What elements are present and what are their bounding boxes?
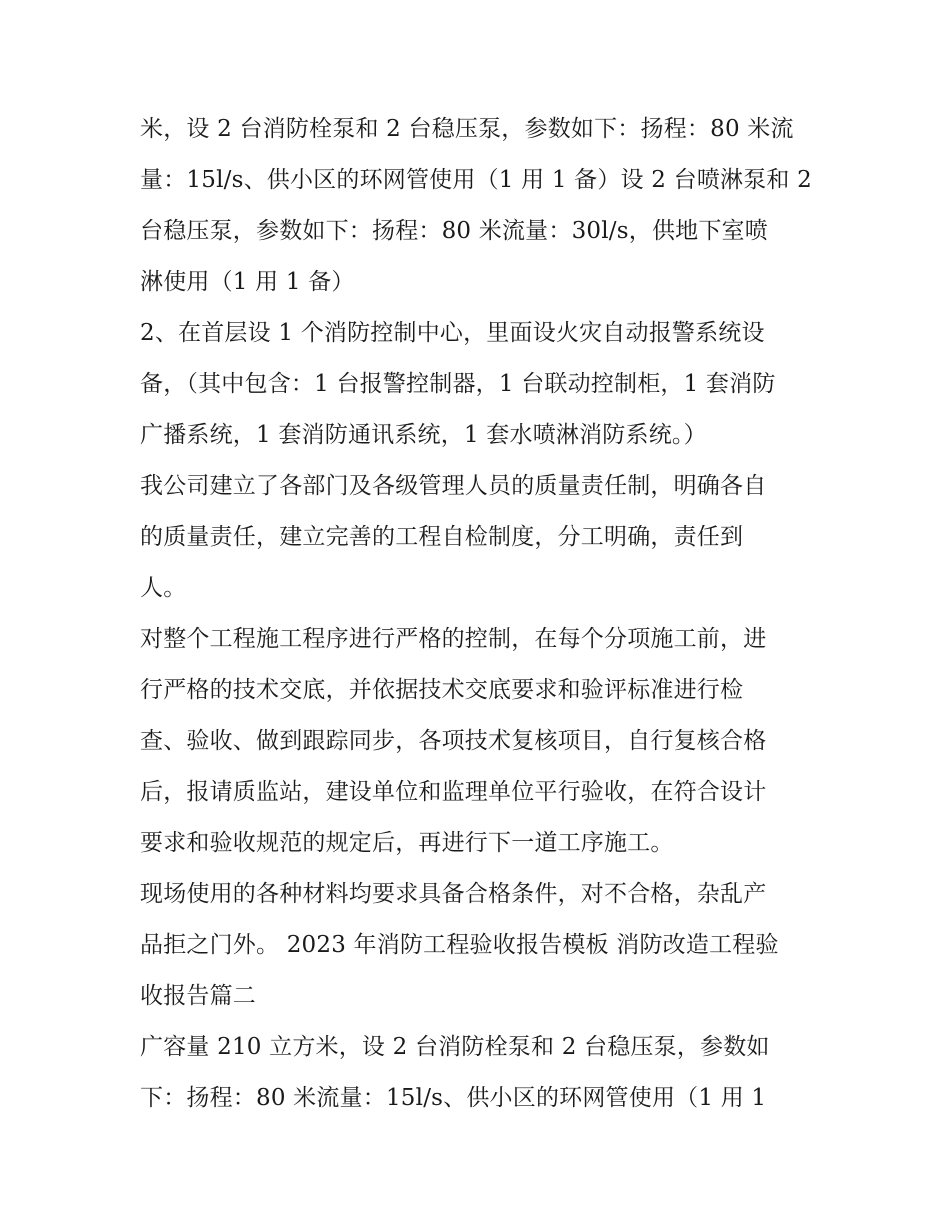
text-line: 收报告篇二	[140, 983, 256, 1009]
text-line: 台稳压泵，参数如下：扬程：80 米流量：30l/s，供地下室喷	[140, 218, 768, 244]
text-line: 人。	[140, 575, 187, 601]
text-line: 广播系统，1 套消防通讯系统，1 套水喷淋消防系统。）	[140, 422, 707, 448]
text-line: 淋使用（1 用 1 备）	[140, 269, 355, 295]
text-line: 现场使用的各种材料均要求具备合格条件，对不合格，杂乱产	[140, 881, 767, 907]
text-line: 我公司建立了各部门及各级管理人员的质量责任制，明确各自	[140, 473, 767, 499]
text-line: 广容量 210 立方米，设 2 台消防栓泵和 2 台稳压泵，参数如	[140, 1034, 770, 1060]
text-line: 2、在首层设 1 个消防控制中心，里面设火灾自动报警系统设	[140, 320, 765, 346]
text-line: 行严格的技术交底，并依据技术交底要求和验评标准进行检	[140, 677, 744, 703]
text-line: 后，报请质监站，建设单位和监理单位平行验收，在符合设计	[140, 779, 767, 805]
text-line: 米，设 2 台消防栓泵和 2 台稳压泵，参数如下：扬程：80 米流	[140, 116, 794, 142]
text-line: 的质量责任，建立完善的工程自检制度，分工明确，责任到	[140, 524, 744, 550]
text-line: 查、验收、做到跟踪同步，各项技术复核项目，自行复核合格	[140, 728, 767, 754]
text-line: 下：扬程：80 米流量：15l/s、供小区的环网管使用（1 用 1	[140, 1085, 767, 1111]
text-line: 要求和验收规范的规定后，再进行下一道工序施工。	[140, 830, 674, 856]
text-line: 量：15l/s、供小区的环网管使用（1 用 1 备）设 2 台喷淋泵和 2	[140, 167, 812, 193]
document-body	[140, 104, 812, 1124]
text-line: 对整个工程施工程序进行严格的控制，在每个分项施工前，进	[140, 626, 767, 652]
text-line: 备，（其中包含：1 台报警控制器，1 台联动控制柜，1 套消防	[140, 371, 776, 397]
text-line: 品拒之门外。 2023 年消防工程验收报告模板 消防改造工程验	[140, 932, 779, 958]
